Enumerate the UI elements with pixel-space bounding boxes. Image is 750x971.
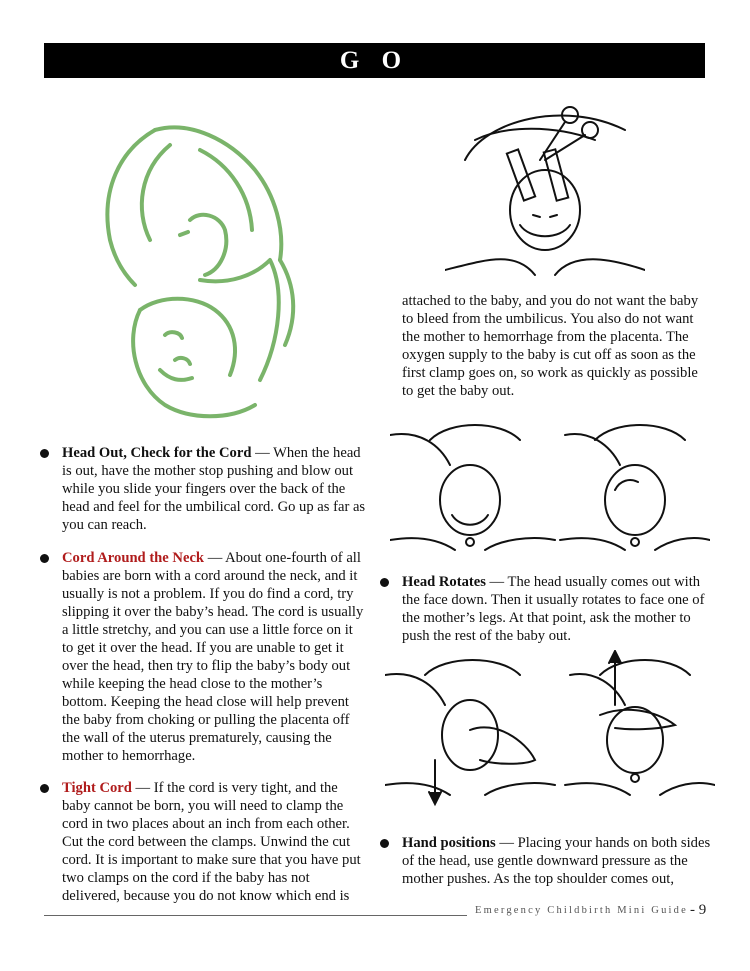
bullet-text: — When the head is out, have the mother stop pushing and blow out while you slide your fingers over the back of the head and feel for the umbilical cord. Go up as far as you can reach. (62, 445, 366, 533)
keyword-cord-around-neck: Cord Around the Neck (62, 550, 205, 566)
bullet-text: — If the cord is very tight, and the baby cannot be born, you will need to clamp the cord in two places about an inch from each other. Cut the cord between the clamps. Unwind the cut cord. It is important to make sure that you have put two clamps on the cord if the baby has not delivered, because you do not know which end is (62, 780, 361, 904)
keyword-head-out: Head Out, Check for the Cord (62, 445, 252, 461)
mother-baby-illustration (80, 110, 380, 430)
bullet-dot (380, 839, 389, 848)
hand-positions-illustration (385, 650, 715, 810)
head-rotation-illustration (390, 420, 710, 555)
bullet-head-out (62, 444, 367, 534)
paragraph-text: attached to the baby, and you do not want the baby to bleed from the umbilicus. You also do not want the mother to hemorrhage from the placenta. The oxygen supply to the baby is cut off as soon as the first clamp goes on, so work as quickly as possible to get the baby out. (402, 293, 699, 399)
bullet-hand-positions (402, 834, 712, 888)
bullet-text: — Placing your hands on both sides of the head, use gentle downward pressure as the mother pushes. As the top shoulder comes out, (402, 835, 711, 887)
bullet-dot (40, 784, 49, 793)
keyword-hand-positions: Hand positions (402, 835, 496, 851)
footer-rule (44, 915, 467, 916)
cord-clamp-illustration (445, 100, 645, 280)
bullet-tight-cord (62, 779, 367, 905)
bullet-text: — About one-fourth of all babies are born with a cord around the neck, and it usually is not a problem. If you do find a cord, try slipping it over the baby’s head. The cord is usually a little stretchy, and you can use a little force on it to get it over the head. If you are unable to get it over the head, then try to flip the baby’s body out while keeping the head close to the mother’s bottom. Keeping the head close will help prevent the baby from choking or pulling the placenta off the wall of the uterus prematurely, causing the mother to hemorrhage. (62, 550, 364, 764)
page-number: - 9 (690, 902, 707, 918)
section-header (44, 43, 705, 78)
keyword-head-rotates: Head Rotates (402, 574, 486, 590)
keyword-tight-cord: Tight Cord (62, 780, 132, 796)
bullet-text: — The head usually comes out with the face down. Then it usually rotates to face one of the mother’s legs. At that point, ask the mother to push the rest of the baby out. (402, 574, 705, 644)
footer-guide-title: Emergency Childbirth Mini Guide (475, 905, 688, 916)
continued-paragraph (402, 292, 707, 400)
section-title: G O (339, 47, 410, 74)
bullet-head-rotates (402, 573, 712, 645)
bullet-dot (380, 578, 389, 587)
bullet-cord-around-neck (62, 549, 367, 765)
bullet-dot (40, 449, 49, 458)
bullet-dot (40, 554, 49, 563)
